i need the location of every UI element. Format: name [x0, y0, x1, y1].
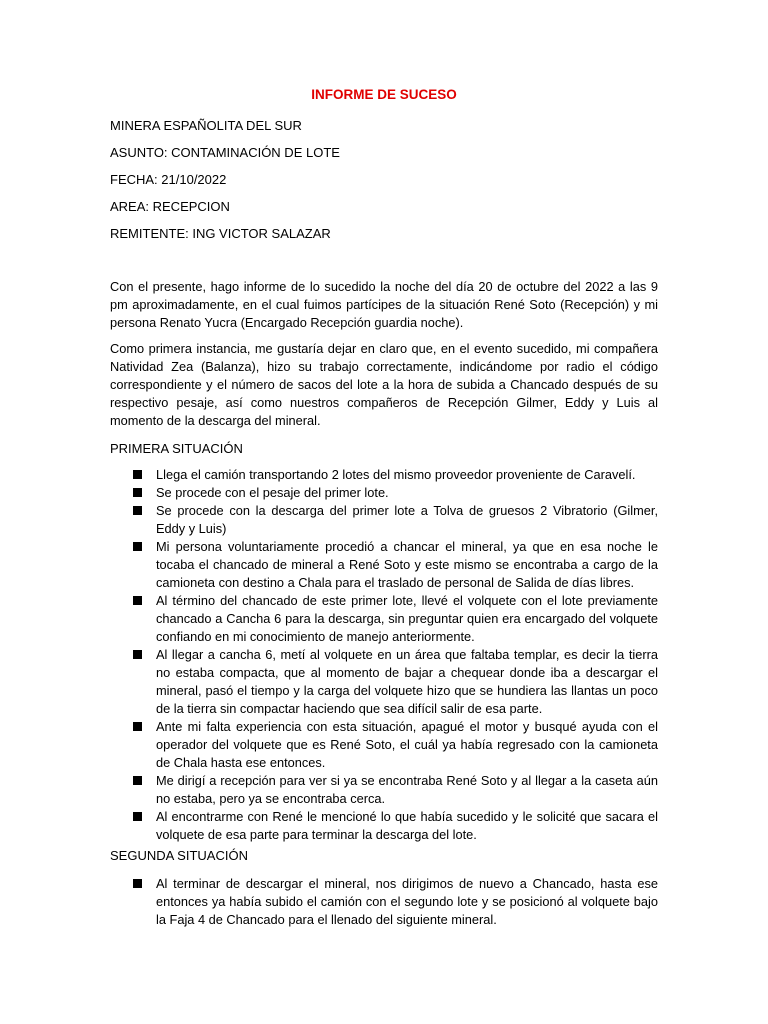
area-line: AREA: RECEPCION	[110, 199, 230, 214]
intro-paragraph: Con el presente, hago informe de lo sucedido la noche del día 20 de octubre del 2022 a las 9 pm aproximadamente, en el cual fuimos partícipes de la situación René Soto (Recepción) y mi persona Renato Yucra (Encargado Recepción guardia noche).	[110, 279, 658, 330]
document-title: INFORME DE SUCESO	[311, 87, 457, 102]
company-name: MINERA ESPAÑOLITA DEL SUR	[110, 118, 302, 133]
list-item: Mi persona voluntariamente procedió a chancar el mineral, ya que en esa noche le tocaba el chancado de mineral a René Soto y este mismo se encontraba a cargo de la camioneta con destino a Chala para el traslado de personal de Salida de días libres.	[110, 538, 658, 592]
square-bullet-icon	[133, 488, 142, 497]
section-1-heading: PRIMERA SITUACIÓN	[110, 441, 243, 456]
list-item: Al encontrarme con René le mencioné lo que había sucedido y le solicité que sacara el volquete de esa parte para terminar la descarga del lote.	[110, 808, 658, 844]
square-bullet-icon	[133, 879, 142, 888]
list-item: Al término del chancado de este primer lote, llevé el volquete con el lote previamente chancado a Cancha 6 para la descarga, sin preguntar quien era encargado del volquete confiando en mi conocimiento de manejo anteriormente.	[110, 592, 658, 646]
square-bullet-icon	[133, 722, 142, 731]
list-item: Se procede con la descarga del primer lote a Tolva de gruesos 2 Vibratorio (Gilmer, Eddy y Luis)	[110, 502, 658, 538]
section-2-heading: SEGUNDA SITUACIÓN	[110, 848, 248, 863]
square-bullet-icon	[133, 812, 142, 821]
list-item: Se procede con el pesaje del primer lote.	[110, 484, 658, 502]
list-item: Llega el camión transportando 2 lotes del mismo proveedor proveniente de Caravelí.	[110, 466, 658, 484]
context-paragraph: Como primera instancia, me gustaría dejar en claro que, en el evento sucedido, mi compañera Natividad Zea (Balanza), hizo su trabajo correctamente, indicándome por radio el código correspondiente y el número de sacos del lote a la hora de subida a Chancado después de su respectivo pesaje, así como nuestros compañeros de Recepción Gilmer, Eddy y Luis al momento de la descarga del mineral.	[110, 341, 658, 428]
sender-line: REMITENTE: ING VICTOR SALAZAR	[110, 226, 331, 241]
square-bullet-icon	[133, 542, 142, 551]
square-bullet-icon	[133, 650, 142, 659]
square-bullet-icon	[133, 470, 142, 479]
list-item: Ante mi falta experiencia con esta situación, apagué el motor y busqué ayuda con el operador del volquete que es René Soto, el cuál ya había regresado con la camioneta de Chala hasta ese entonces.	[110, 718, 658, 772]
section-1-list	[110, 466, 658, 844]
list-item: Me dirigí a recepción para ver si ya se encontraba René Soto y al llegar a la caseta aún no estaba, pero ya se encontraba cerca.	[110, 772, 658, 808]
list-item: Al terminar de descargar el mineral, nos dirigimos de nuevo a Chancado, hasta ese entonces ya había subido el camión con el segundo lote y se posicionó al volquete bajo la Faja 4 de Chancado para el llenado del siguiente mineral.	[110, 875, 658, 929]
square-bullet-icon	[133, 506, 142, 515]
square-bullet-icon	[133, 776, 142, 785]
square-bullet-icon	[133, 596, 142, 605]
subject-line: ASUNTO: CONTAMINACIÓN DE LOTE	[110, 145, 340, 160]
date-line: FECHA: 21/10/2022	[110, 172, 227, 187]
list-item: Al llegar a cancha 6, metí al volquete en un área que faltaba templar, es decir la tierra no estaba compacta, que al momento de bajar a chequear donde iba a descargar el mineral, pasó el tiempo y la carga del volquete hizo que se hundiera las llantas un poco de la tierra sin compactar haciendo que sea difícil salir de esa parte.	[110, 646, 658, 718]
section-2-list	[110, 875, 658, 929]
